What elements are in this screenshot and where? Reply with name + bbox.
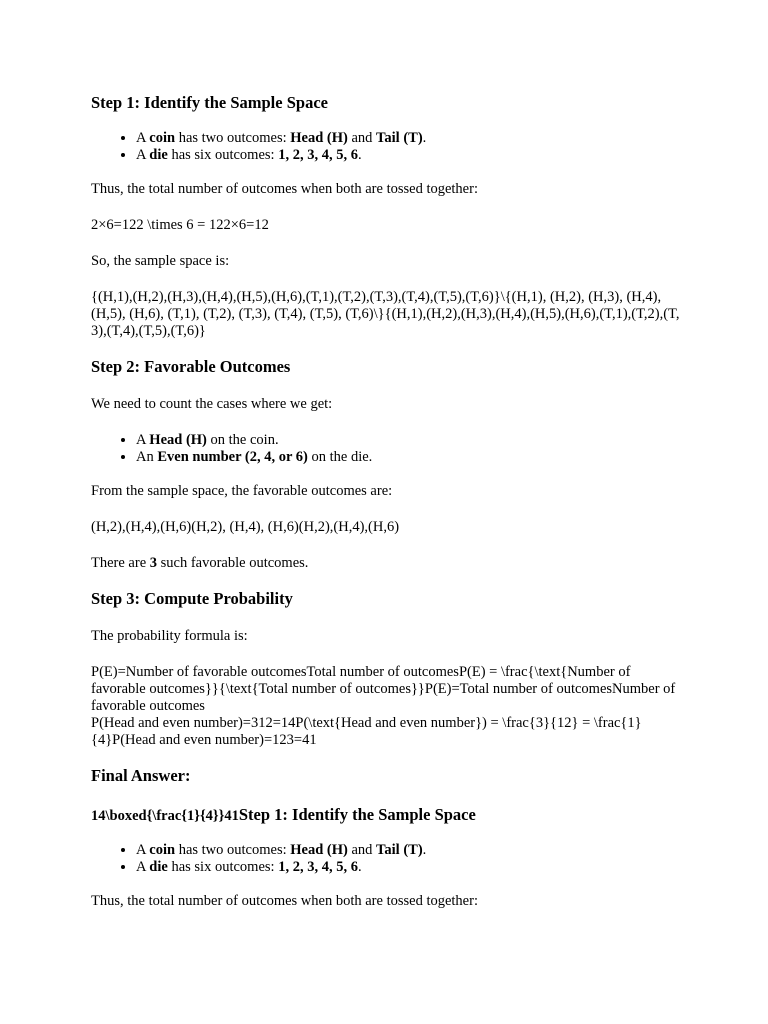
step2-favorable-outcomes: (H,2),(H,4),(H,6)(H,2), (H,4), (H,6)(H,2),(H,4),(H,6) [91,519,400,535]
repeat-step1-heading: Step 1: Identify the Sample Space [238,805,476,824]
step3-heading: Step 3: Compute Probability [91,589,293,608]
repeat-total-text: Thus, the total number of outcomes when both are tossed together: [91,893,478,909]
final-answer-heading: Final Answer: [91,766,191,785]
final-answer-line [91,805,681,825]
step3-intro: The probability formula is: [91,628,248,644]
step2-intro: We need to count the cases where we get: [91,396,333,412]
step3-formula-specific: P(Head and even number)=312=14P(\text{Head and even number}) = \frac{3}{12} = \frac{1}{4}P(Head and even number)=123=41 [91,715,642,748]
document-content [91,93,681,910]
final-answer-value: 14\boxed{\frac{1}{4}}41 [91,808,239,824]
step1-bullet-list [91,130,681,164]
step1-sample-space: {(H,1),(H,2),(H,3),(H,4),(H,5),(H,6),(T,1),(T,2),(T,3),(T,4),(T,5),(T,6)}\{(H,1), (H,2), (H,3), (H,4), (H,5), (H,6), (T,1), (T,2), (T,3), (T,4), (T,5), (T,6)\}{(H,1),(H,2),(H,3),(H,4),(H,5),(H,6),(T,1),(T,2),(T,3),(T,4),(T,5),(T,6)} [91,289,680,339]
repeat-step1-bullet-list [91,842,681,876]
list-item: • A coin has two outcomes: Head (H) and Tail (T). [136,130,681,147]
list-item: • A coin has two outcomes: Head (H) and Tail (T). [136,842,681,859]
step2-from-text: From the sample space, the favorable outcomes are: [91,483,393,499]
step2-heading: Step 2: Favorable Outcomes [91,357,291,376]
step1-total-text: Thus, the total number of outcomes when both are tossed together: [91,181,478,197]
list-item: • A die has six outcomes: 1, 2, 3, 4, 5, 6. [136,859,681,876]
list-item: • An Even number (2, 4, or 6) on the die. [136,449,681,466]
step3-formula-general: P(E)=Number of favorable outcomesTotal number of outcomesP(E) = \frac{\text{Number of favorable outcomes}}{\text{Total number of outcomes}}P(E)=Total number of outcomesNumber of favorable outcomes [91,664,676,714]
step2-count-text: There are 3 such favorable outcomes. [91,555,309,571]
step2-bullet-list [91,432,681,466]
step1-heading: Step 1: Identify the Sample Space [91,93,328,112]
list-item: • A die has six outcomes: 1, 2, 3, 4, 5, 6. [136,147,681,164]
step1-formula: 2×6=122 \times 6 = 122×6=12 [91,217,269,233]
step1-sample-intro: So, the sample space is: [91,253,230,269]
list-item: • A Head (H) on the coin. [136,432,681,449]
